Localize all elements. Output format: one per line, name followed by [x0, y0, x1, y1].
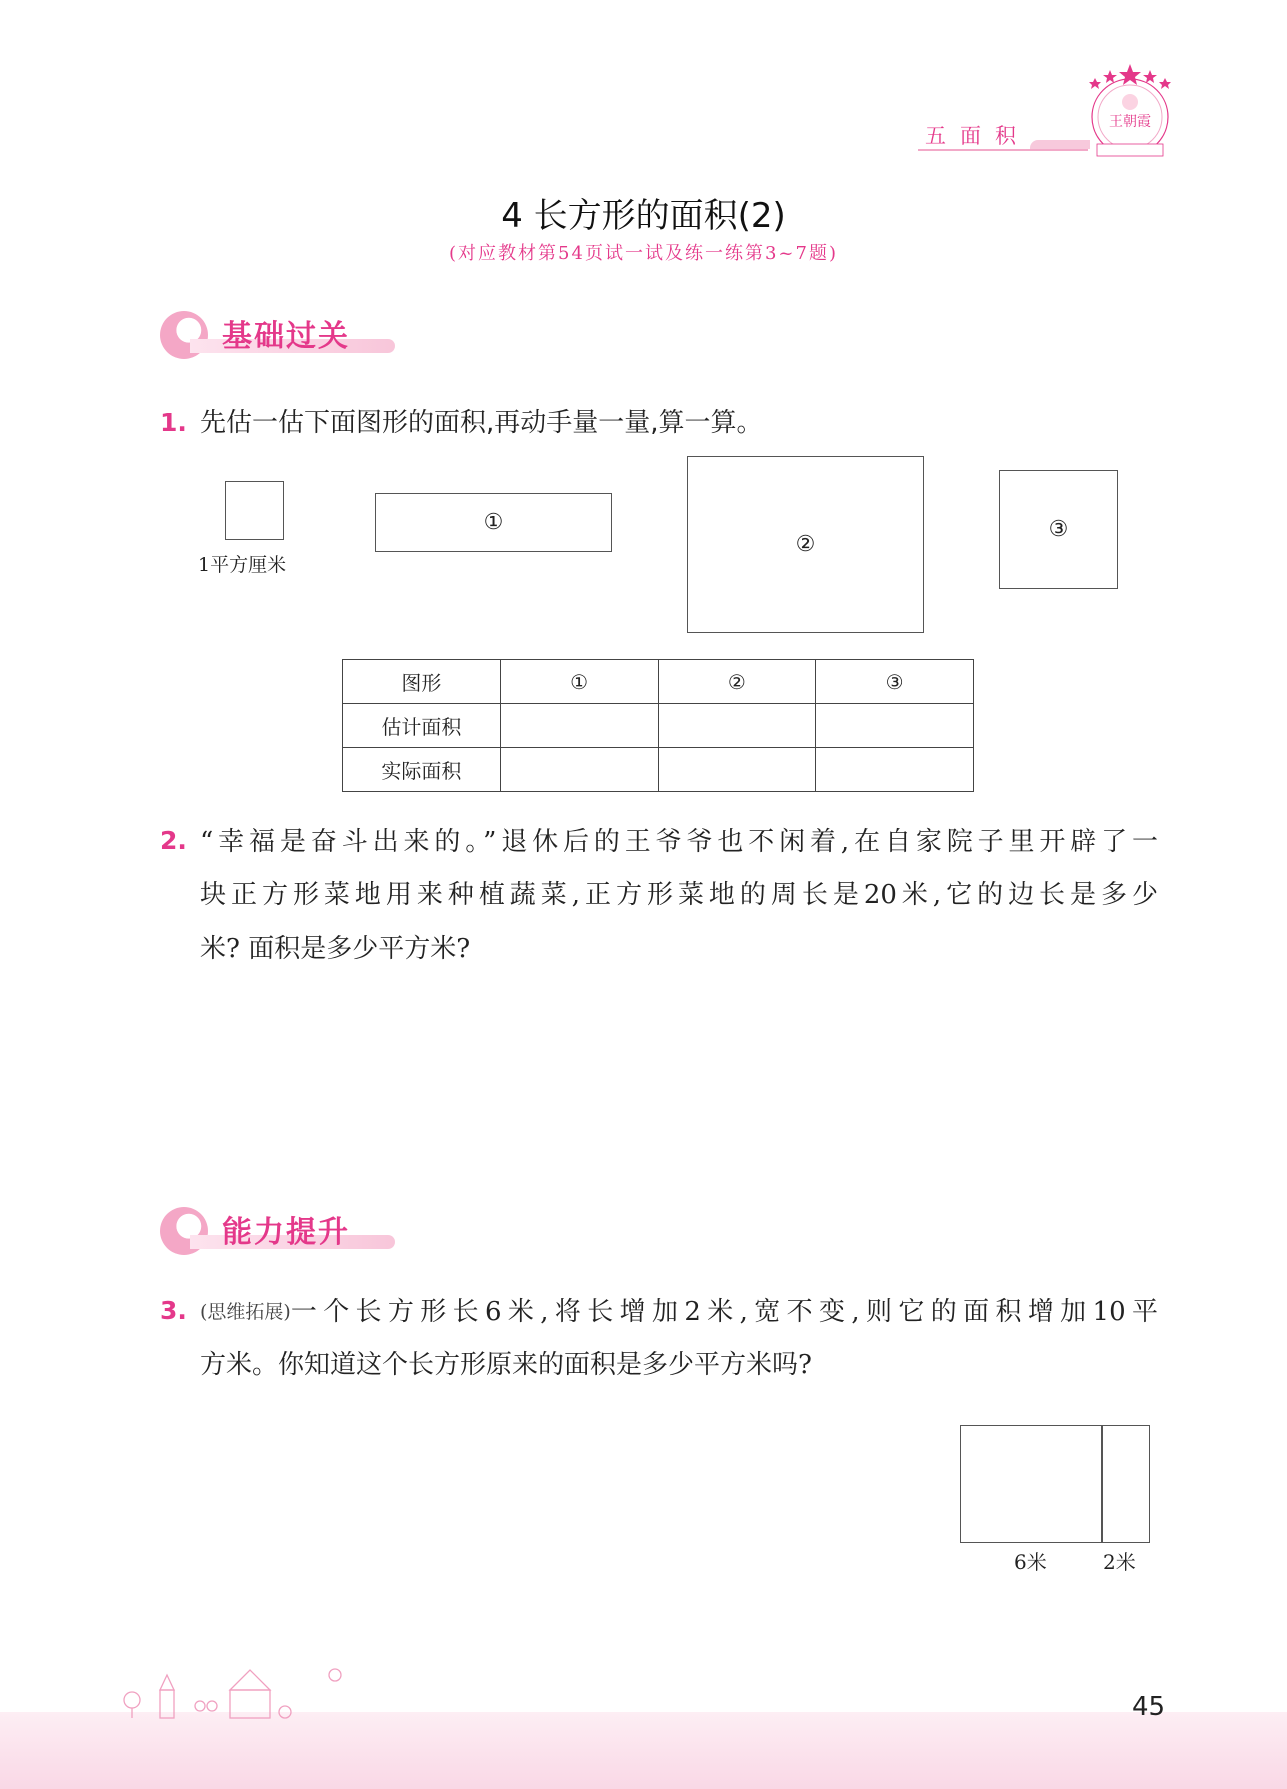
answer-cell[interactable]	[658, 704, 816, 748]
brand-logo-icon	[1075, 62, 1185, 162]
unit-square	[225, 481, 284, 540]
question-number: 1.	[160, 408, 187, 437]
chapter-underline	[918, 149, 1088, 151]
diagram-divider	[1101, 1425, 1103, 1543]
area-table	[342, 659, 974, 792]
answer-cell[interactable]	[500, 748, 658, 792]
unit-square-label: 1平方厘米	[198, 554, 287, 576]
question-number: 3.	[160, 1296, 187, 1325]
answer-cell[interactable]	[500, 704, 658, 748]
extension-label: 2米	[1103, 1550, 1136, 1574]
chapter-label: 五面积	[925, 124, 1030, 148]
table-header: ②	[658, 660, 816, 704]
question-number: 2.	[160, 826, 187, 855]
shape-1	[375, 493, 612, 552]
table-row	[343, 704, 974, 748]
rectangle-diagram	[960, 1425, 1150, 1543]
table-header: 图形	[343, 660, 501, 704]
shape-label: ③	[1048, 517, 1069, 542]
question-2-line: “幸福是奋斗出来的。”退休后的王爷爷也不闲着,在自家院子里开辟了一	[200, 827, 1158, 857]
question-2-line: 米? 面积是多少平方米?	[200, 934, 471, 964]
section-header-advanced	[160, 1205, 400, 1259]
shape-label: ①	[483, 510, 504, 535]
question-tag: (思维拓展)	[200, 1301, 291, 1323]
answer-cell[interactable]	[816, 704, 974, 748]
table-row	[343, 748, 974, 792]
page-number: 45	[1132, 1692, 1166, 1722]
answer-cell[interactable]	[816, 748, 974, 792]
question-text: 一个长方形长6米,将长增加2米,宽不变,则它的面积增加10平	[290, 1297, 1158, 1327]
question-2-line: 块正方形菜地用来种植蔬菜,正方形菜地的周长是20米,它的边长是多少	[200, 880, 1158, 910]
section-title: 能力提升	[222, 1215, 350, 1250]
town-illustration-icon	[120, 1660, 380, 1720]
table-header-row	[343, 660, 974, 704]
shape-label: ②	[795, 532, 816, 557]
footer-band	[0, 1712, 1287, 1789]
section-title: 基础过关	[222, 319, 350, 354]
table-header: ③	[816, 660, 974, 704]
answer-cell[interactable]	[658, 748, 816, 792]
row-label: 实际面积	[343, 748, 501, 792]
section-header-basic	[160, 309, 400, 363]
logo-text: 王朝霞	[1109, 114, 1151, 130]
row-label: 估计面积	[343, 704, 501, 748]
table-header: ①	[500, 660, 658, 704]
shape-2	[687, 456, 924, 633]
question-1	[160, 402, 763, 439]
question-3-line	[200, 1296, 1158, 1328]
shape-3	[999, 470, 1118, 589]
page-title: 4 长方形的面积(2)	[501, 196, 786, 236]
question-3-line: 方米。你知道这个长方形原来的面积是多少平方米吗?	[200, 1350, 812, 1380]
question-text: 先估一估下面图形的面积,再动手量一量,算一算。	[200, 408, 763, 438]
page-subtitle: (对应教材第54页试一试及练一练第3~7题)	[449, 243, 838, 264]
length-label: 6米	[1014, 1550, 1047, 1574]
